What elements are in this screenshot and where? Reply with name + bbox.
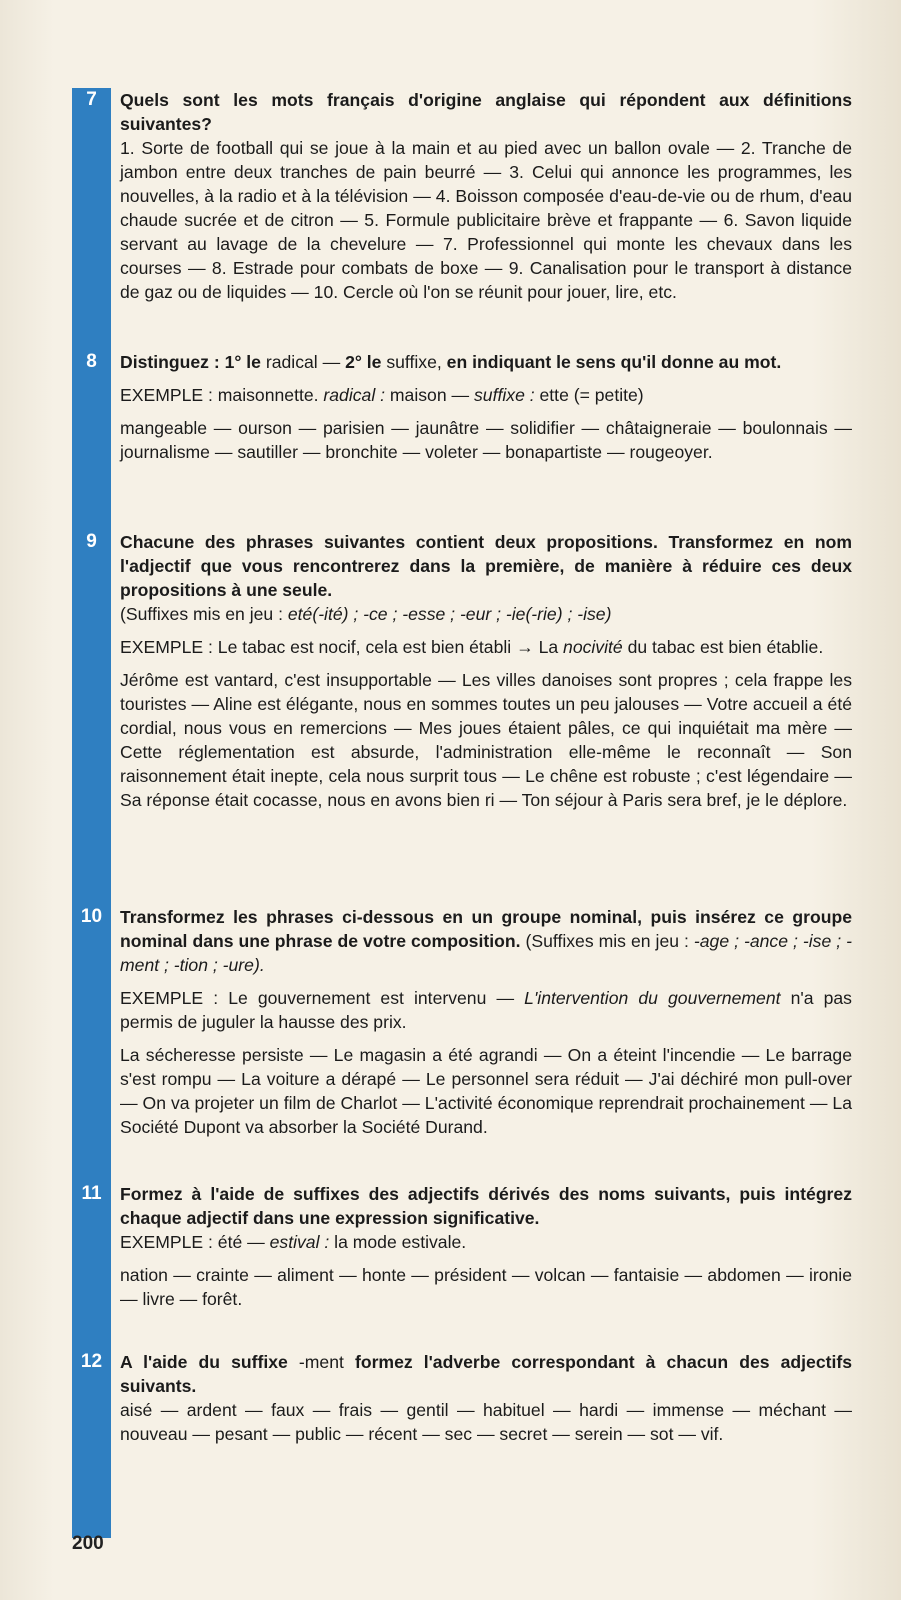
example-italic: L'intervention du gouvernement: [524, 988, 781, 1008]
exercise-9-instruction: Chacune des phrases suivantes contient deux propositions. Transformez en nom l'adjectif que vous rencontrerez dans la première, de manière à réduire ces deux propositions à une seule.: [120, 532, 852, 600]
exercise-11-instruction: Formez à l'aide de suffixes des adjectifs dérivés des noms suivants, puis intégrez chaque adjectif dans une expression significative.: [120, 1184, 852, 1228]
instr-part: Distinguez : 1° le: [120, 352, 261, 372]
exercise-9-example: [120, 635, 852, 659]
suffixes-list: eté(-ité) ; -ce ; -esse ; -eur ; -ie(-rie) ; -ise): [287, 604, 612, 624]
suffixes-label: (Suffixes mis en jeu :: [520, 931, 694, 951]
exercise-7-instruction: Quels sont les mots français d'origine anglaise qui répondent aux définitions suivantes?: [120, 90, 852, 134]
instr-part: en indiquant le sens qu'il donne au mot.: [446, 352, 782, 372]
exercise-10: [120, 905, 852, 1139]
suffixes-label: (Suffixes mis en jeu :: [120, 604, 288, 624]
example-radical-label: radical :: [323, 385, 386, 405]
instr-part: radical —: [260, 352, 346, 372]
exercise-10-instruction: [120, 905, 852, 977]
exercise-10-body: La sécheresse persiste — Le magasin a été agrandi — On a éteint l'incendie — Le barrage s'est rompu — La voiture a dérapé — Le personnel sera réduit — J'ai déchiré mon pull-over — On va projeter un film de Charlot — L'activité économique reprendrait prochainement — La Société Dupont va absorber la Société Durand.: [120, 1045, 852, 1137]
exercise-10-example: [120, 986, 852, 1034]
exercise-number-10: 10: [80, 906, 103, 927]
exercise-number-9: 9: [86, 531, 97, 552]
instr-part: -ment: [287, 1352, 355, 1372]
example-italic: nocivité: [563, 637, 623, 657]
exercise-8-example: [120, 383, 852, 407]
exercise-number-11: 11: [81, 1183, 102, 1204]
exercise-11-example: [120, 1230, 852, 1254]
example-text: EXEMPLE : été —: [120, 1232, 270, 1252]
exercise-7-body: 1. Sorte de football qui se joue à la main et au pied avec un ballon ovale — 2. Tranche de jambon entre deux tranches de pain beurré — 3. Celui qui annonce les programmes, les nouvelles, à la radio et à la télévision — 4. Boisson composée d'eau-de-vie ou de rhum, d'eau chaude sucrée et de citron — 5. Formule publicitaire brève et frappante — 6. Savon liquide servant au lavage de la chevelure — 7. Professionnel qui monte les chevaux dans les courses — 8. Estrade pour combats de boxe — 9. Canalisation pour le transport à distance de gaz ou de liquides — 10. Cercle où l'on se réunit pour jouer, lire, etc.: [120, 138, 852, 302]
exercise-7: [120, 88, 852, 304]
exercise-number-7: 7: [86, 89, 97, 110]
exercise-8-instruction: [120, 350, 852, 374]
exercise-8: [120, 350, 852, 464]
example-text: EXEMPLE : Le gouvernement est intervenu —: [120, 988, 525, 1008]
instr-part: 2° le: [345, 352, 382, 372]
page-number: 200: [72, 1533, 104, 1554]
instr-part: A l'aide du suffixe: [120, 1352, 288, 1372]
instruction-bold: Transformez les phrases ci-dessous en un groupe nominal, puis insérez ce groupe nominal dans une phrase de votre composition.: [120, 907, 852, 951]
exercise-9: [120, 530, 852, 812]
example-suffixe-label: suffixe :: [474, 385, 535, 405]
example-suffixe: ette (= petite): [534, 385, 644, 405]
suffixes-list: -age ; -ance ; -ise ; -ment ; -tion ; -ure).: [120, 931, 852, 975]
exercise-12-instruction: [120, 1350, 852, 1398]
exercise-12: [120, 1350, 852, 1446]
exercise-9-body: Jérôme est vantard, c'est insupportable — Les villes danoises sont propres ; cela frappe les touristes — Aline est élégante, nous en sommes toutes un peu jalouses — Votre accueil a été cordial, nous vous en remercions — Mes joues étaient pâles, ce qui inquiétait ma mère — Cette réglementation est absurde, l'administration elle-même le reconnaît — Son raisonnement était inepte, cela nous surprit tous — Le chêne est robuste ; c'est légendaire — Sa réponse était cocasse, nous en avons bien ri — Ton séjour à Paris sera bref, je le déplore.: [120, 670, 852, 810]
exercise-number-8: 8: [86, 351, 97, 372]
instr-part: suffixe,: [381, 352, 447, 372]
instr-part: formez l'adverbe correspondant à chacun des adjectifs suivants.: [120, 1352, 852, 1396]
example-italic: estival :: [269, 1232, 330, 1252]
example-text: EXEMPLE : Le tabac est nocif, cela est bien établi → La: [120, 637, 564, 657]
exercise-9-suffixes: [120, 602, 852, 626]
example-text: du tabac est bien établie.: [622, 637, 824, 657]
exercise-8-words: mangeable — ourson — parisien — jaunâtre — solidifier — châtaigneraie — boulonnais — journalisme — sautiller — bronchite — voleter — bonapartiste — rougeoyer.: [120, 418, 852, 462]
example-radical: maison —: [385, 385, 474, 405]
exercise-11: [120, 1182, 852, 1311]
exercise-12-words: aisé — ardent — faux — frais — gentil — habituel — hardi — immense — méchant — nouveau — pesant — public — récent — sec — secret — serein — sot — vif.: [120, 1400, 852, 1444]
exercise-11-words: nation — crainte — aliment — honte — président — volcan — fantaisie — abdomen — ironie — livre — forêt.: [120, 1265, 852, 1309]
exercise-number-12: 12: [80, 1351, 103, 1372]
example-text: la mode estivale.: [329, 1232, 467, 1252]
example-label: EXEMPLE : maisonnette.: [120, 385, 324, 405]
exercise-number-bar: [72, 88, 111, 1538]
example-text: n'a pas permis de juguler la hausse des prix.: [120, 988, 852, 1032]
